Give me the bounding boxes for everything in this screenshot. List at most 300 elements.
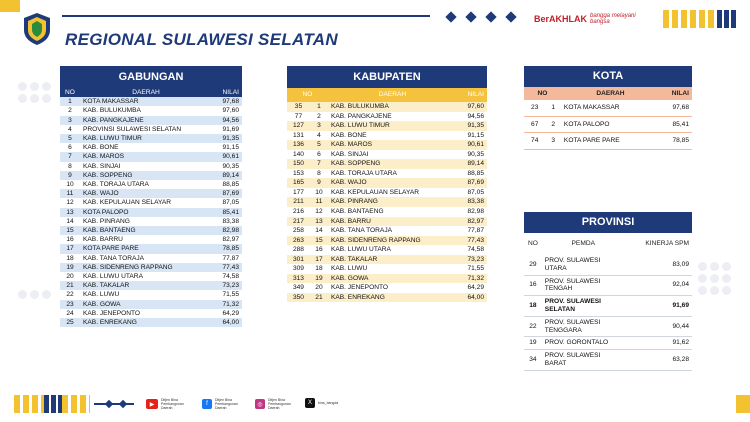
table-cell: 78,85: [660, 133, 692, 150]
table-cell: 309: [292, 265, 304, 273]
table-row: [60, 244, 242, 253]
table-cell: 73,23: [467, 255, 484, 263]
table-cell: 74,58: [467, 246, 484, 254]
kota-title: KOTA: [524, 66, 692, 87]
facebook-icon: f: [202, 399, 212, 409]
table-cell: 90,35: [467, 150, 484, 158]
header-stripes-blue: [717, 10, 737, 28]
column-header: KINERJA SPM: [625, 233, 692, 255]
table-cell: 11: [315, 198, 323, 206]
corner-accent: [0, 0, 20, 12]
table-cell: 97,68: [660, 100, 692, 116]
table-cell: 8: [68, 162, 72, 170]
table-row: [60, 290, 242, 299]
table-cell: 91,35: [467, 122, 484, 130]
table-cell: 77,87: [222, 254, 239, 262]
header-stripes-yellow: [663, 10, 717, 28]
table-cell: 35: [294, 103, 303, 110]
table-cell: 83,38: [222, 217, 239, 225]
column-header: NO: [287, 88, 328, 102]
table-cell: PROVINSI SULAWESI SELATAN: [83, 125, 182, 133]
table-cell: KAB. GOWA: [330, 274, 369, 282]
table-cell: KAB. ENREKANG: [330, 293, 385, 301]
table-cell: 301: [292, 255, 304, 263]
footer-corner-accent: [736, 395, 750, 413]
table-cell: 150: [292, 160, 304, 168]
table-cell: KAB. PINRANG: [83, 217, 130, 225]
table-cell: 12: [315, 208, 323, 216]
table-cell: KAB. TANA TORAJA: [83, 254, 145, 262]
table-row: [60, 125, 242, 134]
table-row: [287, 169, 487, 179]
table-row: [60, 97, 242, 106]
table-cell: 82,97: [467, 217, 484, 225]
table-cell: 19: [66, 263, 74, 271]
table-cell: 8: [317, 169, 321, 177]
table-cell: KAB. SINJAI: [83, 162, 121, 170]
table-cell: KOTA PARE PARE: [561, 133, 660, 150]
table-cell: 24: [66, 309, 74, 317]
social-youtube[interactable]: [146, 398, 195, 410]
social-label: Ditjen Bina Pembangunan Daerah: [215, 398, 238, 410]
table-cell: 91,69: [222, 125, 239, 133]
table-row: [287, 188, 487, 198]
table-row: [287, 150, 487, 160]
table-cell: 13: [66, 208, 74, 216]
table-cell: KAB. LUWU UTARA: [83, 273, 143, 281]
header-rule: [62, 15, 430, 17]
table-row: [524, 133, 692, 150]
table-cell: 83,38: [467, 198, 484, 206]
table-row: [287, 236, 487, 246]
table-cell: 16: [524, 275, 542, 296]
table-cell: 211: [293, 198, 304, 206]
table-cell: 20: [315, 284, 323, 292]
table-cell: KAB. JENEPONTO: [83, 309, 141, 317]
table-cell: KAB. KEPULAUAN SELAYAR: [83, 199, 172, 207]
table-cell: KAB. ENREKANG: [83, 319, 137, 327]
table-cell: KAB. BONE: [83, 144, 119, 152]
x-icon: X: [305, 398, 315, 408]
table-cell: KAB. MAROS: [330, 141, 372, 149]
table-cell: 88,85: [467, 169, 484, 177]
table-cell: 1: [68, 98, 72, 106]
table-cell: 16: [66, 236, 74, 244]
berakhlak-logo: BerAKHLAK: [534, 14, 588, 24]
provinsi-title: PROVINSI: [524, 212, 692, 233]
table-row: [287, 112, 487, 122]
table-cell: KAB. PANGKAJENE: [83, 116, 144, 124]
table-row: [60, 180, 242, 189]
table-cell: 88,85: [222, 181, 239, 189]
table-row: [60, 254, 242, 263]
table-cell: 83,09: [625, 255, 692, 275]
table-cell: KAB. SINJAI: [330, 150, 369, 158]
table-cell: KAB. TORAJA UTARA: [330, 169, 397, 177]
table-row: [524, 337, 692, 350]
table-row: [60, 309, 242, 318]
table-cell: 288: [292, 246, 304, 254]
header-diamond: [485, 11, 496, 22]
social-label: Ditjen Bina Pembangunan Daerah: [161, 398, 184, 410]
table-cell: 87,05: [222, 199, 239, 207]
table-cell: 87,05: [467, 188, 484, 196]
table-row: [524, 255, 692, 275]
table-cell: 2: [545, 116, 561, 133]
table-row: [60, 318, 242, 327]
social-x[interactable]: [305, 398, 352, 408]
table-row: [287, 274, 487, 284]
table-cell: 25: [66, 319, 74, 327]
header-diamond: [445, 11, 456, 22]
table-row: [60, 226, 242, 235]
table-cell: 350: [292, 293, 304, 301]
table-cell: KAB. SIDENRENG RAPPANG: [83, 263, 173, 271]
table-cell: 313: [292, 274, 304, 282]
table-cell: KAB. BONE: [330, 131, 367, 139]
table-cell: 217: [292, 217, 304, 225]
table-cell: 263: [292, 236, 304, 244]
column-header: NILAI: [212, 88, 242, 97]
table-row: [60, 217, 242, 226]
table-cell: 18: [315, 265, 323, 273]
table-cell: 22: [524, 316, 542, 337]
table-cell: 127: [292, 122, 304, 130]
table-cell: 165: [292, 179, 304, 187]
table-cell: KAB. BANTAENG: [83, 227, 136, 235]
table-cell: KAB. LUWU: [83, 291, 120, 299]
table-cell: 97,60: [222, 107, 239, 115]
table-row: [287, 178, 487, 188]
column-header: DAERAH: [328, 88, 457, 102]
table-cell: 87,69: [467, 179, 484, 187]
table-cell: 7: [68, 153, 72, 161]
table-cell: KAB. JENEPONTO: [330, 284, 388, 292]
footer-rule: [94, 403, 134, 405]
table-cell: KAB. LUWU: [330, 265, 368, 273]
table-row: [287, 102, 487, 112]
footer-diamond: [105, 400, 113, 408]
table-cell: 71,55: [467, 265, 484, 273]
table-cell: 3: [68, 116, 72, 124]
table-cell: PROV. SULAWESI TENGAH: [542, 275, 625, 296]
table-cell: 6: [317, 150, 321, 158]
table-row: [287, 245, 487, 255]
table-cell: 85,41: [222, 208, 239, 216]
table-row: [60, 272, 242, 281]
table-cell: 29: [524, 255, 542, 275]
table-cell: 14: [66, 217, 74, 225]
provinsi-panel: [524, 212, 692, 371]
column-header: NILAI: [457, 88, 487, 102]
table-cell: 12: [66, 199, 74, 207]
table-cell: 9: [68, 171, 72, 179]
table-cell: 89,14: [467, 160, 484, 168]
table-cell: 19: [524, 337, 542, 350]
table-cell: 82,97: [222, 236, 239, 244]
table-row: [60, 106, 242, 115]
table-cell: 89,14: [222, 171, 239, 179]
table-cell: KOTA PALOPO: [83, 208, 129, 216]
provinsi-table: [524, 233, 692, 371]
table-cell: KAB. PINRANG: [330, 198, 378, 206]
kemendagri-logo-icon: [22, 12, 52, 46]
table-row: [524, 100, 692, 116]
table-cell: 71,32: [222, 300, 239, 308]
column-header: PEMDA: [542, 233, 625, 255]
table-cell: 349: [292, 284, 304, 292]
table-cell: 85,41: [660, 116, 692, 133]
table-cell: KAB. LUWU TIMUR: [83, 135, 142, 143]
table-row: [287, 283, 487, 293]
table-cell: 13: [315, 217, 323, 225]
table-cell: 131: [292, 131, 304, 139]
table-cell: 82,98: [222, 227, 239, 235]
social-facebook[interactable]: [202, 398, 249, 410]
table-cell: 78,85: [222, 245, 239, 253]
table-cell: 94,56: [222, 116, 239, 124]
table-row: [287, 207, 487, 217]
table-cell: PROV. GORONTALO: [542, 337, 625, 350]
gabungan-table: [60, 88, 242, 327]
kota-panel: [524, 66, 692, 150]
table-cell: KAB. KEPULAUAN SELAYAR: [330, 188, 420, 196]
table-cell: 15: [315, 236, 323, 244]
table-cell: 136: [292, 141, 304, 149]
table-cell: 4: [68, 125, 72, 133]
table-cell: KAB. SOPPENG: [330, 160, 381, 168]
table-row: [287, 264, 487, 274]
table-cell: 10: [66, 181, 74, 189]
table-cell: 90,61: [222, 153, 239, 161]
table-cell: KAB. MAROS: [83, 153, 125, 161]
table-cell: 90,35: [222, 162, 239, 170]
table-row: [287, 197, 487, 207]
kabupaten-panel: [287, 66, 487, 302]
table-row: [287, 255, 487, 265]
table-cell: 16: [315, 246, 323, 254]
table-cell: 4: [317, 131, 321, 139]
table-row: [60, 189, 242, 198]
table-cell: KAB. SOPPENG: [83, 171, 133, 179]
table-row: [60, 162, 242, 171]
table-cell: KOTA PARE PARE: [83, 245, 139, 253]
table-row: [524, 275, 692, 296]
table-cell: 64,00: [467, 293, 484, 301]
table-cell: 91,69: [625, 296, 692, 317]
table-cell: 5: [68, 135, 72, 143]
table-row: [287, 131, 487, 141]
table-row: [60, 300, 242, 309]
column-header: NO: [524, 233, 542, 255]
footer-diamond: [119, 400, 127, 408]
table-cell: KAB. TANA TORAJA: [330, 227, 393, 235]
social-instagram[interactable]: [255, 398, 302, 410]
table-cell: 18: [66, 254, 74, 262]
kabupaten-table: [287, 88, 487, 302]
table-cell: 77,43: [222, 263, 239, 271]
table-cell: 90,44: [625, 316, 692, 337]
table-cell: KAB. PANGKAJENE: [330, 112, 392, 120]
table-cell: KAB. BARRU: [83, 236, 123, 244]
column-header: DAERAH: [561, 87, 660, 100]
table-cell: 97,68: [222, 98, 239, 106]
table-row: [524, 116, 692, 133]
table-cell: 91,15: [222, 144, 239, 152]
youtube-icon: ▶: [146, 399, 158, 409]
decor-dots: [18, 82, 51, 103]
table-cell: 23: [66, 300, 74, 308]
table-cell: 82,98: [467, 208, 484, 216]
table-cell: 91,15: [467, 131, 484, 139]
table-cell: 91,35: [222, 135, 239, 143]
page-title: REGIONAL SULAWESI SELATAN: [65, 30, 338, 49]
table-cell: 2: [317, 112, 321, 120]
table-cell: 91,62: [625, 337, 692, 350]
table-cell: 17: [315, 255, 323, 263]
table-cell: 3: [317, 122, 321, 130]
table-cell: 20: [66, 273, 74, 281]
table-cell: 94,56: [467, 112, 484, 120]
table-cell: 67: [524, 116, 545, 133]
decor-dots: [698, 262, 731, 295]
table-cell: 18: [524, 296, 542, 317]
table-cell: 9: [317, 179, 321, 187]
table-cell: 71,32: [467, 274, 484, 282]
table-cell: KOTA MAKASSAR: [561, 100, 660, 116]
table-cell: 6: [68, 144, 72, 152]
table-cell: 7: [317, 160, 321, 168]
table-cell: 23: [524, 100, 545, 116]
table-cell: 92,04: [625, 275, 692, 296]
table-row: [287, 226, 487, 236]
table-cell: KAB. TAKALAR: [83, 282, 130, 290]
header-diamond: [505, 11, 516, 22]
table-cell: 90,61: [467, 141, 484, 149]
table-cell: 77,43: [467, 236, 484, 244]
table-cell: PROV. SULAWESI UTARA: [542, 255, 625, 275]
table-cell: 87,69: [222, 190, 239, 198]
table-cell: 74: [524, 133, 545, 150]
header-diamond: [465, 11, 476, 22]
bangga-melayani-logo: bangga melayani bangsa: [590, 13, 636, 25]
table-cell: KAB. LUWU TIMUR: [330, 122, 390, 130]
footer-stripes-yellow: [14, 395, 44, 413]
table-cell: KAB. BARRU: [330, 217, 371, 225]
table-row: [60, 116, 242, 125]
social-label: Ditjen Bina Pembangunan Daerah: [268, 398, 291, 410]
table-cell: 77: [294, 112, 303, 120]
column-header: NO: [60, 88, 80, 97]
table-cell: 34: [524, 350, 542, 371]
table-cell: 64,29: [467, 284, 484, 292]
table-cell: 21: [315, 293, 323, 301]
table-cell: KOTA PALOPO: [561, 116, 660, 133]
table-cell: 11: [66, 190, 74, 198]
table-row: [287, 121, 487, 131]
table-cell: KAB. WAJO: [330, 179, 367, 187]
table-row: [60, 281, 242, 290]
instagram-icon: ◎: [255, 399, 265, 409]
table-cell: KAB. TORAJA UTARA: [83, 181, 149, 189]
table-row: [287, 140, 487, 150]
table-cell: 22: [66, 291, 74, 299]
table-row: [60, 208, 242, 217]
table-cell: 74,58: [222, 273, 239, 281]
table-cell: 63,28: [625, 350, 692, 371]
table-row: [524, 316, 692, 337]
table-cell: 1: [317, 103, 321, 110]
table-row: [524, 296, 692, 317]
table-cell: 14: [315, 227, 323, 235]
table-row: [287, 159, 487, 169]
table-cell: KAB. BULUKUMBA: [83, 107, 141, 115]
table-cell: 1: [545, 100, 561, 116]
table-cell: 140: [292, 150, 304, 158]
table-row: [60, 235, 242, 244]
table-cell: 153: [292, 169, 304, 177]
table-cell: 15: [66, 227, 74, 235]
table-cell: KAB. TAKALAR: [330, 255, 378, 263]
social-label: bina_bangda: [318, 401, 339, 405]
table-cell: 177: [292, 188, 304, 196]
table-cell: 258: [292, 227, 304, 235]
table-cell: 5: [317, 141, 321, 149]
table-cell: 73,23: [222, 282, 239, 290]
table-cell: 216: [292, 208, 304, 216]
footer-stripes-blue: [44, 395, 62, 413]
table-row: [287, 217, 487, 227]
table-cell: KOTA MAKASSAR: [83, 98, 139, 106]
table-row: [60, 263, 242, 272]
table-cell: 10: [315, 188, 323, 196]
table-row: [524, 350, 692, 371]
table-cell: 71,55: [222, 291, 239, 299]
table-cell: 21: [66, 282, 74, 290]
table-cell: KAB. SIDENRENG RAPPANG: [330, 236, 421, 244]
column-header: DAERAH: [80, 88, 212, 97]
table-row: [287, 293, 487, 303]
table-cell: KAB. GOWA: [83, 300, 121, 308]
kabupaten-title: KABUPATEN: [287, 66, 487, 88]
table-cell: KAB. WAJO: [83, 190, 119, 198]
table-row: [60, 198, 242, 207]
table-cell: 64,00: [222, 319, 239, 327]
decor-dots: [18, 290, 51, 299]
table-cell: 97,60: [467, 103, 484, 110]
table-cell: KAB. LUWU UTARA: [330, 246, 391, 254]
table-cell: 3: [545, 133, 561, 150]
table-cell: PROV. SULAWESI TENGGARA: [542, 316, 625, 337]
gabungan-title: GABUNGAN: [60, 66, 242, 88]
table-cell: 64,29: [222, 309, 239, 317]
column-header: NILAI: [660, 87, 692, 100]
table-row: [60, 134, 242, 143]
column-header: NO: [524, 87, 561, 100]
table-cell: 17: [66, 245, 74, 253]
gabungan-panel: [60, 66, 242, 327]
table-row: [60, 171, 242, 180]
table-cell: PROV. SULAWESI SELATAN: [542, 296, 625, 317]
table-row: [60, 152, 242, 161]
table-cell: KAB. BULUKUMBA: [330, 103, 389, 110]
footer-stripes-yellow: [62, 395, 90, 413]
table-cell: KAB. BANTAENG: [330, 208, 384, 216]
table-cell: PROV. SULAWESI BARAT: [542, 350, 625, 371]
table-cell: 77,87: [467, 227, 484, 235]
kota-table: [524, 87, 692, 150]
table-row: [60, 143, 242, 152]
